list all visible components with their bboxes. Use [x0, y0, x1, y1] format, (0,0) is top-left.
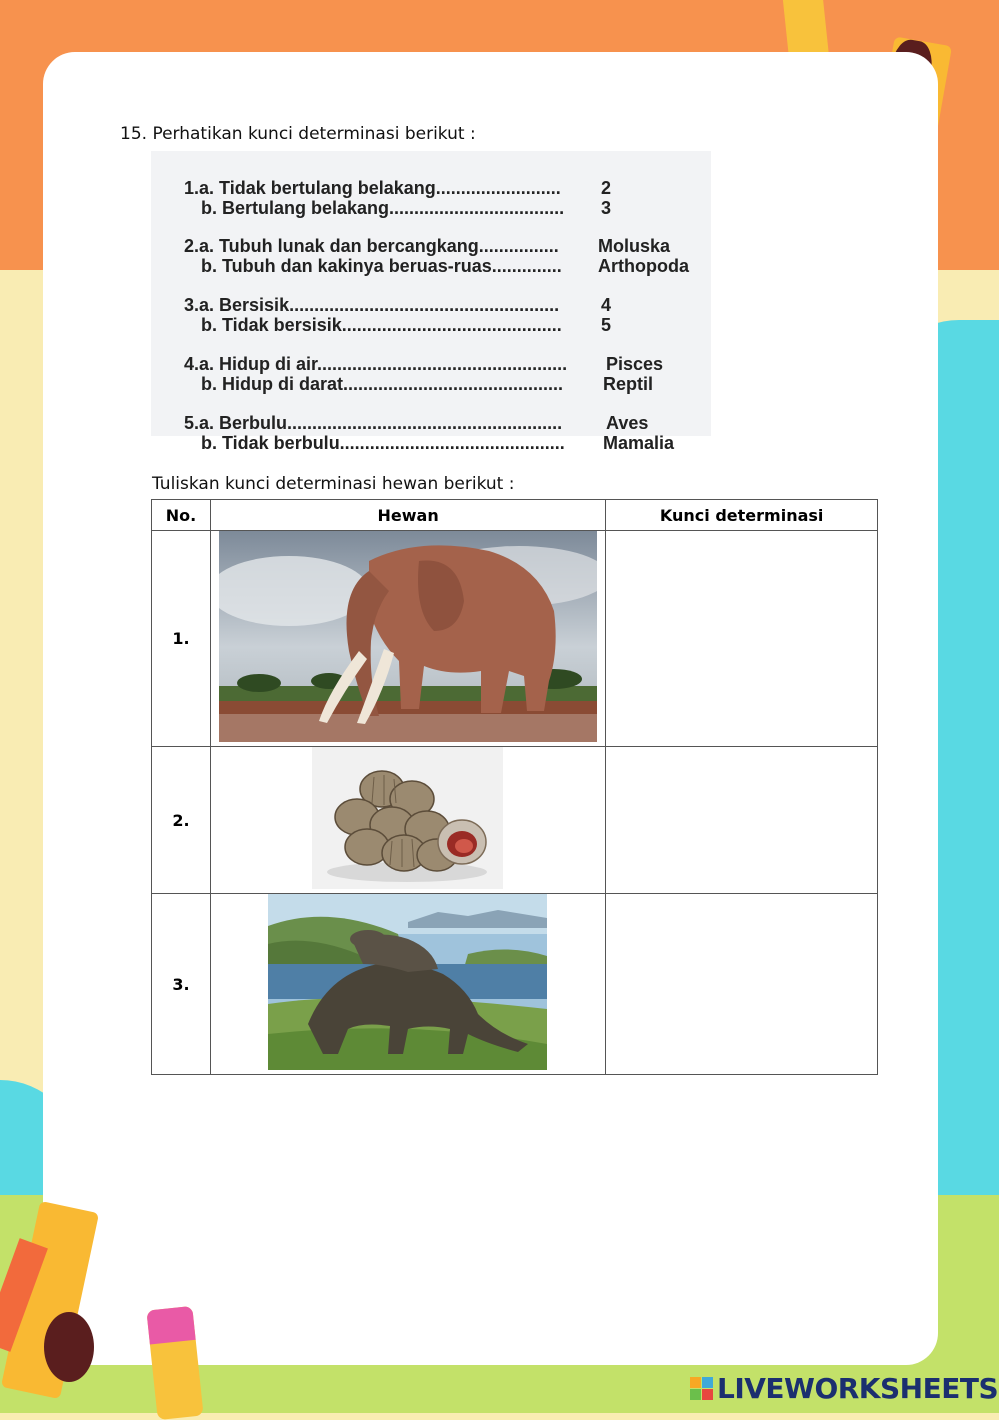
animal-cell	[210, 531, 605, 747]
animal-cell	[210, 747, 605, 894]
question-title: 15. Perhatikan kunci determinasi berikut :	[120, 124, 476, 144]
instruction-text: Tuliskan kunci determinasi hewan berikut :	[152, 474, 515, 494]
liveworksheets-logo-icon	[690, 1377, 714, 1401]
answer-cell[interactable]	[606, 894, 878, 1075]
key-line-4a: 4.a. Hidup di air.................................................. Pisces	[184, 354, 664, 374]
key-line-5b: b. Tidak berbulu............................................. Mamalia	[201, 433, 675, 453]
answer-table	[151, 499, 878, 1075]
row-number: 1.	[152, 531, 211, 747]
key-line-4b: b. Hidup di darat............................................ Reptil	[201, 374, 654, 394]
header-no: No.	[152, 500, 211, 531]
table-row	[152, 894, 878, 1075]
answer-cell[interactable]	[606, 531, 878, 747]
key-line-5a: 5.a. Berbulu....................................................... Aves	[184, 413, 649, 433]
key-line-2b: b. Tubuh dan kakinya beruas-ruas.............. Arthopoda	[201, 256, 689, 276]
answer-cell[interactable]	[606, 747, 878, 894]
animal-cell	[210, 894, 605, 1075]
key-line-1b: b. Bertulang belakang................................... 3	[201, 198, 612, 218]
liveworksheets-logo[interactable]	[690, 1372, 998, 1405]
table-row	[152, 531, 878, 747]
header-kunci-determinasi: Kunci determinasi	[606, 500, 878, 531]
row-number: 2.	[152, 747, 211, 894]
table-row	[152, 747, 878, 894]
paintbrush-decoration-bottom	[44, 1312, 94, 1382]
header-hewan: Hewan	[210, 500, 605, 531]
table-header-row	[152, 500, 878, 531]
elephant-photo-icon	[219, 531, 597, 742]
row-number: 3.	[152, 894, 211, 1075]
determination-key-box	[151, 151, 711, 453]
brand-name: LIVEWORKSHEETS	[717, 1372, 999, 1405]
key-line-3b: b. Tidak bersisik............................................ 5	[201, 315, 612, 335]
komodo-dragon-photo-icon	[268, 894, 547, 1070]
key-line-3a: 3.a. Bersisik...................................................... 4	[184, 295, 612, 315]
key-line-1a: 1.a. Tidak bertulang belakang......................... 2	[184, 178, 612, 198]
cockle-shells-photo-icon	[312, 747, 503, 889]
key-line-2a: 2.a. Tubuh lunak dan bercangkang................ Moluska	[184, 236, 671, 256]
